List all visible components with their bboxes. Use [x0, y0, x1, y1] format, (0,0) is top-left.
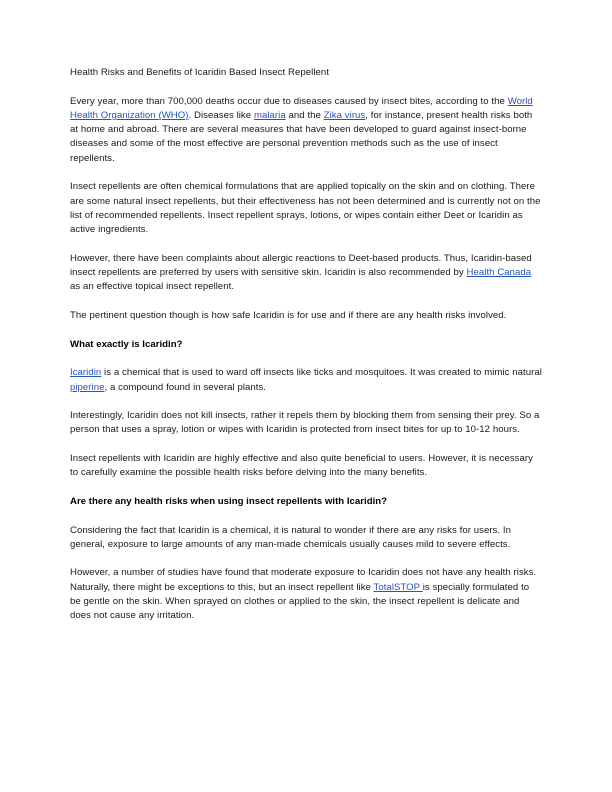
body-paragraph — [70, 409, 542, 438]
page-title: Health Risks and Benefits of Icaridin Based Insect Repellent — [70, 67, 330, 78]
hyperlink[interactable]: Icaridin — [70, 367, 102, 379]
document-text-body — [70, 66, 542, 624]
text-run: Are there any health risks when using insect repellents with Icaridin? — [70, 495, 388, 507]
text-run: is specially formulated to be gentle on the skin. When sprayed on clothes or applied to the skin, the insect repellent is delicate and does not cause any irritation. — [70, 581, 530, 622]
body-paragraph — [70, 95, 542, 166]
text-run: Insect repellents are often chemical formulations that are applied topically on the skin and on clothing. There are some natural insect repellents, but their effectiveness has not been determined and is currently not on the list of recommended repellents. Insect repellent sprays, lotions, or wipes contain either Deet or Icaridin as active ingredients. — [70, 181, 541, 236]
body-paragraph — [70, 452, 542, 481]
text-run: The pertinent question though is how safe Icaridin is for use and if there are any health risks involved. — [70, 310, 507, 322]
text-run: is a chemical that is used to ward off insects like ticks and mosquitoes. It was created to mimic natural — [101, 367, 542, 379]
text-run: and the — [285, 109, 324, 121]
text-run: Interestingly, Icaridin does not kill insects, rather it repels them by blocking them from sensing their prey. So a person that uses a spray, lotion or wipes with Icaridin is protected from insect bites for up to 10-12 hours. — [70, 410, 540, 436]
section-heading — [70, 338, 542, 352]
document-blocks — [70, 95, 542, 624]
text-run: However, a number of studies have found that moderate exposure to Icaridin does not have any health risks. Naturally, there might be exceptions to this, but an insect repellent like — [70, 567, 537, 593]
text-run: However, there have been complaints about allergic reactions to Deet-based products. Thus, Icaridin-based insect repellents are preferred by users with sensitive skin. Icaridin is also recommended by — [70, 252, 532, 279]
text-run: Every year, more than 700,000 deaths occur due to diseases caused by insect bites, according to the — [70, 95, 508, 107]
text-run: Considering the fact that Icaridin is a chemical, it is natural to wonder if there are any risks for users. In general, exposure to large amounts of any man-made chemicals usually causes mild to severe effects. — [70, 524, 511, 550]
text-run: , for instance, present health risks both at home and abroad. There are several measures that have been developed to guard against insect-borne diseases and some of the most effective are personal prevention methods such as the use of insect repellents. — [70, 109, 533, 164]
body-paragraph — [70, 566, 542, 623]
hyperlink[interactable]: malaria — [253, 109, 286, 121]
hyperlink[interactable]: Zika virus — [323, 109, 366, 121]
hyperlink[interactable]: TotalSTOP — [373, 581, 423, 593]
text-run: . Diseases like — [188, 109, 254, 121]
hyperlink[interactable]: World Health Organization (WHO) — [70, 95, 533, 121]
body-paragraph — [70, 309, 542, 323]
text-run: Insect repellents with Icaridin are highly effective and also quite beneficial to users. However, it is necessary to carefully examine the possible health risks before delving into the many benefits. — [70, 453, 533, 479]
body-paragraph — [70, 180, 542, 237]
body-paragraph — [70, 524, 542, 553]
section-heading — [70, 495, 542, 509]
text-run: What exactly is Icaridin? — [70, 338, 183, 350]
body-paragraph — [70, 252, 542, 295]
text-run: as an effective topical insect repellent. — [70, 281, 235, 293]
hyperlink[interactable]: piperine — [70, 381, 105, 393]
hyperlink[interactable]: Health Canada — [466, 267, 532, 279]
text-run: , a compound found in several plants. — [104, 381, 267, 393]
body-paragraph — [70, 366, 542, 395]
